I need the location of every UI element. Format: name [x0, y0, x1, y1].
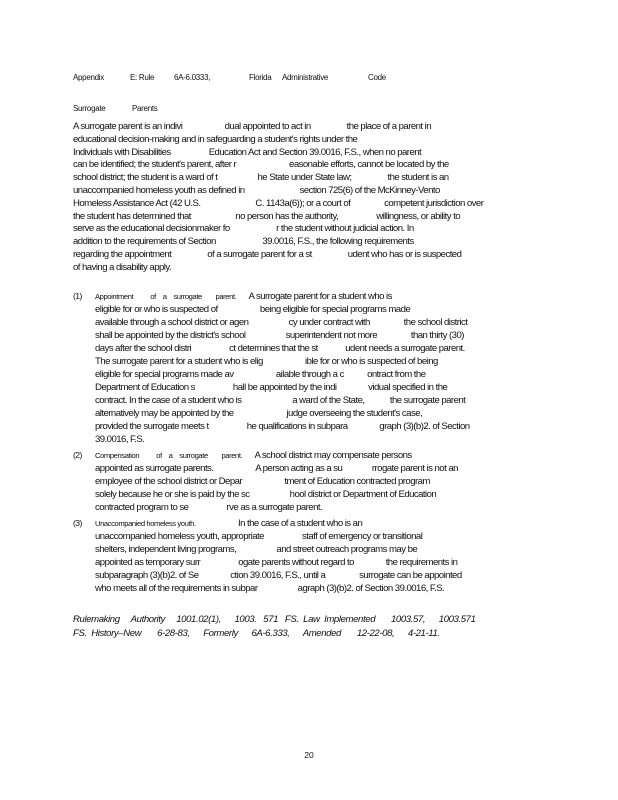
item-line: who meets all of the requirements in subpar agraph (3)(b)2. of Section 39.0016, F.S. [95, 583, 445, 594]
section-title-a: Surrogate [73, 104, 106, 113]
item-line: subparagraph (3)(b)2. of Se ction 39.0016, F.S., until a surrogate can be appointed [95, 570, 462, 581]
intro-line: regarding the appointment of a surrogate parent for a st udent who has or is suspected [73, 248, 462, 260]
item-line: 39.0016, F.S. [95, 434, 145, 445]
item-line: alternatively may be appointed by the judge overseeing the student's case, [95, 408, 423, 419]
intro-line: of having a disability apply. [73, 261, 171, 273]
intro-line: A surrogate parent is an indivi dual appointed to act in the place of a parent in [73, 121, 432, 132]
requirement-list [73, 290, 513, 595]
header-administrative: Administrative [282, 73, 329, 82]
item-line: unaccompanied homeless youth, appropriate staff of emergency or transitional [95, 531, 423, 542]
rule-history [73, 613, 513, 641]
item-line: shelters, independent living programs, and street outreach programs may be [95, 544, 418, 555]
history-line: FS. History–New 6-28-83, Formerly 6A-6.333, Amended 12-22-08, 4-21-11. [73, 628, 440, 639]
item-text: In the case of a student who is an [195, 518, 363, 529]
item-line: appointed as surrogate parents. A person acting as a su rrogate parent is not an [95, 463, 458, 474]
item-body [95, 517, 513, 595]
intro-line: can be identified; the student's parent, after r easonable efforts, cannot be located by the [73, 159, 449, 171]
page-number: 20 [304, 750, 314, 760]
item-first-line [95, 517, 513, 530]
item-line: Department of Education s hall be appointed by the indi vidual specified in the [95, 382, 448, 393]
item-body [95, 290, 513, 446]
item-number: (1) [73, 291, 82, 301]
item-first-line [95, 449, 513, 462]
history-line: Rulemaking Authority 1001.02(1), 1003. 571 FS. Law Implemented 1003.57, 1003.571 [73, 614, 476, 625]
item-line: contracted program to se rve as a surrogate parent. [95, 502, 323, 513]
item-line: available through a school district or agen cy under contract with the school district [95, 317, 468, 328]
item-line: The surrogate parent for a student who is elig ible for or who is suspected of being [95, 356, 438, 367]
intro-line: Individuals with Disabilities Education Act and Section 39.0016, F.S., when no parent [73, 146, 422, 158]
header-code: Code [368, 73, 386, 82]
header-florida: Florida [249, 73, 272, 82]
item-line: eligible for or who is suspected of being eligible for special programs made [95, 304, 411, 315]
item-line: solely because he or she is paid by the sc hool district or Department of Education [95, 489, 437, 500]
item-line: employee of the school district or Depar tment of Education contracted program [95, 476, 430, 487]
item-line: days after the school distri ct determines that the st udent needs a surrogate parent. [95, 343, 465, 354]
item-line: provided the surrogate meets t he qualifications in subpara graph (3)(b)2. of Section [95, 421, 470, 432]
item-line: contract. In the case of a student who is a ward of the State, the surrogate parent [95, 395, 466, 406]
header-appendix: Appendix [73, 73, 104, 82]
header-rule-number: 6A-6.0333, [174, 73, 211, 82]
header-e-rule: E: Rule [130, 73, 155, 82]
intro-paragraph [73, 121, 488, 275]
intro-line: school district; the student is a ward of t he State under State law; the student is an [73, 172, 449, 184]
item-body [95, 449, 513, 514]
item-number: (3) [73, 518, 82, 528]
intro-line: unaccompanied homeless youth as defined in section 725(6) of the McKinney-Vento [73, 184, 440, 196]
section-title-b: Parents [132, 104, 158, 113]
item-line: eligible for special programs made av ailable through a c ontract from the [95, 369, 426, 380]
intro-line: the student has determined that no person has the authority, willingness, or ability to [73, 210, 461, 222]
item-heading: Appointment of a surrogate parent. [95, 292, 237, 301]
list-item [73, 449, 513, 514]
item-text: A surrogate parent for a student who is [236, 291, 392, 302]
intro-line: addition to the requirements of Section 39.0016, F.S., the following requirements [73, 236, 414, 248]
page-header [73, 73, 543, 82]
list-item [73, 517, 513, 595]
item-text: A school district may compensate persons [242, 450, 412, 461]
section-title [73, 104, 157, 113]
item-heading: Unaccompanied homeless youth. [95, 519, 196, 528]
item-line: appointed as temporary surr ogate parents without regard to the requirements in [95, 557, 458, 568]
intro-line: serve as the educational decisionmaker fo r the student without judicial action. In [73, 223, 414, 235]
item-line: shall be appointed by the district's school superintendent not more than thirty (30) [95, 330, 464, 341]
intro-line: Homeless Assistance Act (42 U.S. C. 1143a(6)); or a court of competent jurisdiction over [73, 197, 484, 209]
item-first-line [95, 290, 513, 303]
list-item [73, 290, 513, 446]
item-number: (2) [73, 450, 82, 460]
item-heading: Compensation of a surrogate parent. [95, 451, 243, 460]
intro-line: educational decision-making and in safeguarding a student's rights under the [73, 133, 358, 145]
